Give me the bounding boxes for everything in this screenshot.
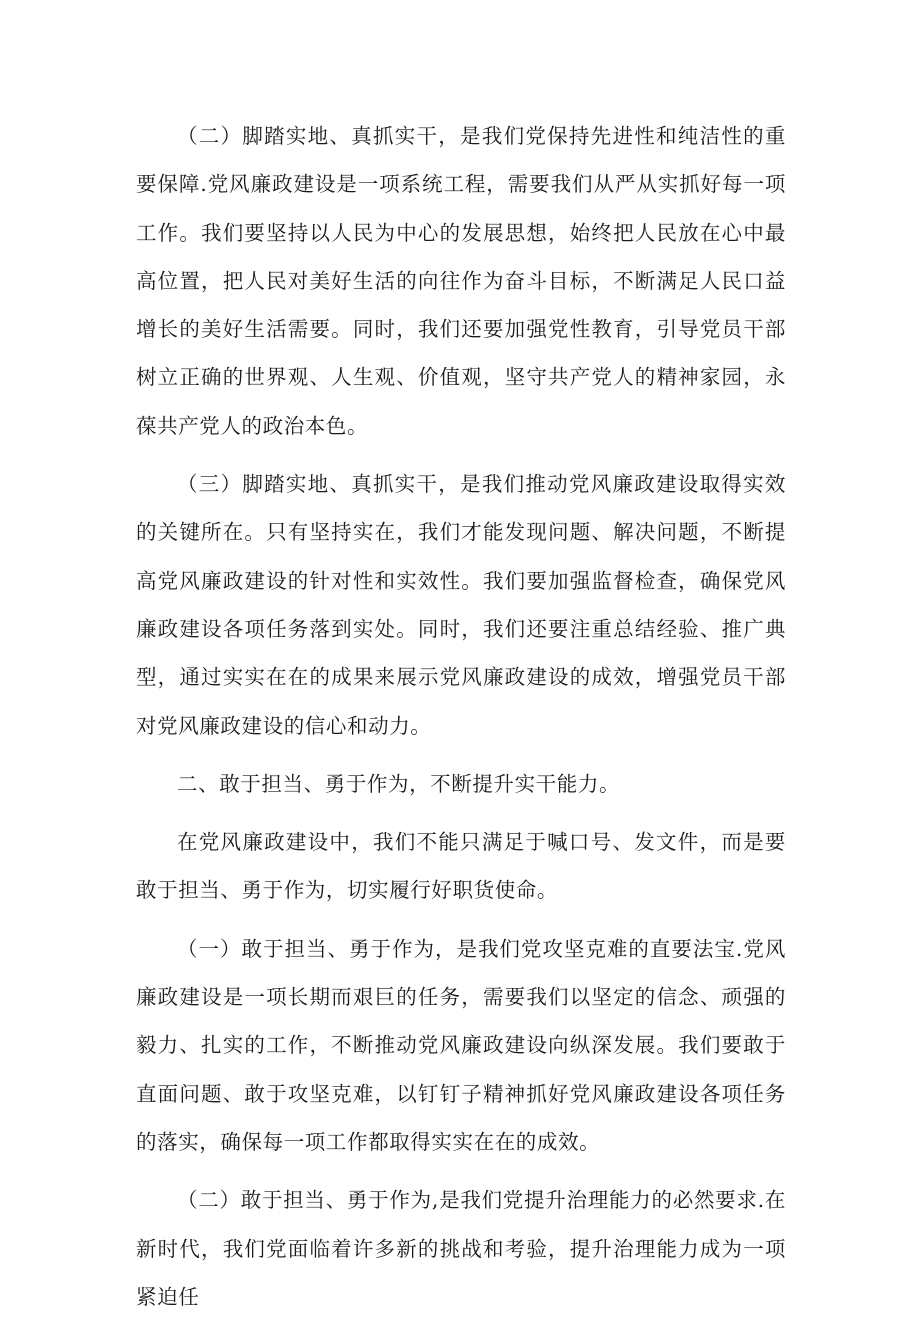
paragraph-section-2-3: （三）脚踏实地、真抓实干，是我们推动党风廉政建设取得实效的关键所在。只有坚持实在，我们才能发现问题、解决问题，不断提高党风廉政建设的针对性和实效性。我们要加强监督检查，确保党风廉政建设各项任务落到实处。同时，我们还要注重总结经验、推广典型，通过实实在在的成果来展示党风廉政建设的成效，增强党员干部对党风廉政建设的信心和动力。 [136, 472, 786, 738]
document-body [136, 112, 786, 1331]
paragraph-section-intro: 在党风廉政建设中，我们不能只满足于喊口号、发文件，而是要敢于担当、勇于作为，切实履行好职货使命。 [136, 830, 786, 903]
paragraph-section-3-1: （一）敢于担当、勇于作为，是我们党攻坚克难的直要法宝.党风廉政建设是一项长期而艰巨的任务，需要我们以坚定的信念、顽强的毅力、扎实的工作，不断推动党风廉政建设向纵深发展。我们要敢于直面问题、敢于攻坚克难，以钉钉子精神抓好党风廉政建设各项任务的落实，确保每一项工作都取得实实在在的成效。 [136, 936, 786, 1154]
section-heading-2: 二、敢于担当、勇于作为，不断提升实干能力。 [177, 771, 621, 796]
paragraph-section-2-2: （二）脚踏实地、真抓实干，是我们党保持先进性和纯洁性的重要保障.党风廉政建设是一项系统工程，需要我们从严从实抓好每一项工作。我们要坚持以人民为中心的发展思想，始终把人民放在心中最高位置，把人民对美好生活的向往作为奋斗目标，不断满足人民口益增长的美好生活需要。同时，我们还要加强党性教育，引导党员干部树立正确的世界观、人生观、价值观，坚守共产党人的精神家园，永葆共产党人的政治本色。 [136, 124, 786, 438]
paragraph-section-3-2: （二）敢于担当、勇于作为,是我们党提升治理能力的必然要求.在新时代，我们党面临着许多新的挑战和考验，提升治理能力成为一项紧迫任 [136, 1188, 786, 1309]
